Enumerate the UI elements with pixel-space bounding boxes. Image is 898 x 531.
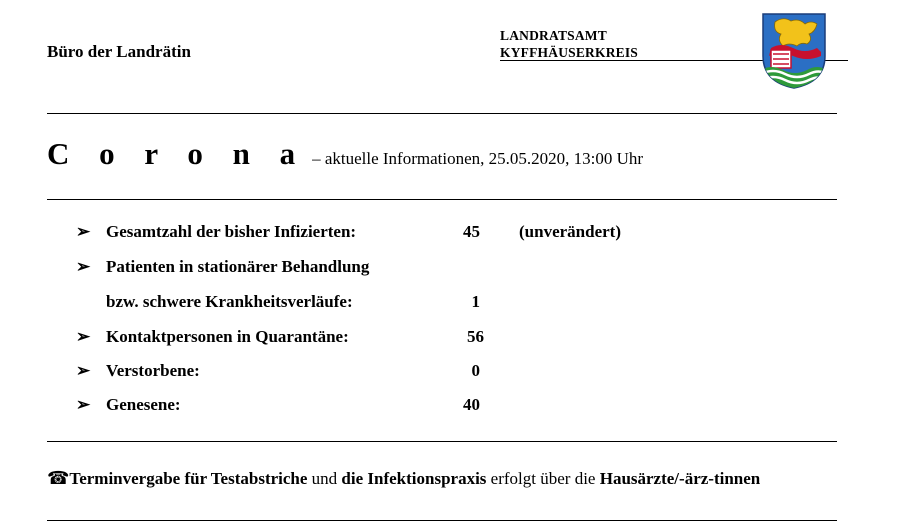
stat-label: Verstorbene: xyxy=(106,361,200,380)
appointment-note xyxy=(47,460,837,497)
stat-value: 45 xyxy=(463,222,480,241)
stat-label: Gesamtzahl der bisher Infizierten: xyxy=(106,222,357,241)
coat-of-arms-icon xyxy=(761,12,827,90)
note-part-and: und xyxy=(307,469,342,488)
telephone-icon: ☎ xyxy=(47,468,70,488)
divider-stats xyxy=(47,441,837,442)
divider-bottom xyxy=(47,520,837,521)
headline-title: C o r o n a xyxy=(47,136,307,171)
bullet-arrow-icon: ➢ xyxy=(76,395,91,414)
divider-top xyxy=(47,113,837,114)
stat-label: Genesene: xyxy=(106,395,181,414)
bullet-arrow-icon: ➢ xyxy=(76,361,91,380)
bullet-arrow-icon: ➢ xyxy=(76,222,91,241)
note-part-practice: die Infektionspraxis xyxy=(341,469,487,488)
bullet-arrow-icon: ➢ xyxy=(76,257,91,276)
headline xyxy=(47,136,643,172)
stat-label: bzw. schwere Krankheitsverläufe: xyxy=(106,292,353,311)
headline-subtitle: – aktuelle Informationen, 25.05.2020, 13:00 Uhr xyxy=(312,149,644,168)
stat-value: 0 xyxy=(471,361,480,380)
stat-value: 1 xyxy=(471,292,480,311)
stat-note: (unverändert) xyxy=(519,222,621,241)
stat-label: Kontaktpersonen in Quarantäne: xyxy=(106,327,349,346)
stat-label: Patienten in stationärer Behandlung xyxy=(106,257,370,276)
note-part-doctors: Hausärzte/-ärz-tinnen xyxy=(599,469,761,488)
stat-value: 56 xyxy=(467,327,484,346)
note-part-via: erfolgt über die xyxy=(486,469,600,488)
authority-line-2: KYFFHÄUSERKREIS xyxy=(500,45,639,60)
stat-value: 40 xyxy=(463,395,480,414)
divider-headline xyxy=(47,199,837,200)
office-name: Büro der Landrätin xyxy=(47,42,191,61)
note-part-testing: Terminvergabe für Testabstriche xyxy=(69,469,308,488)
authority-line-1: LANDRATSAMT xyxy=(500,28,607,43)
authority-name xyxy=(500,27,638,61)
bullet-arrow-icon: ➢ xyxy=(76,327,91,346)
